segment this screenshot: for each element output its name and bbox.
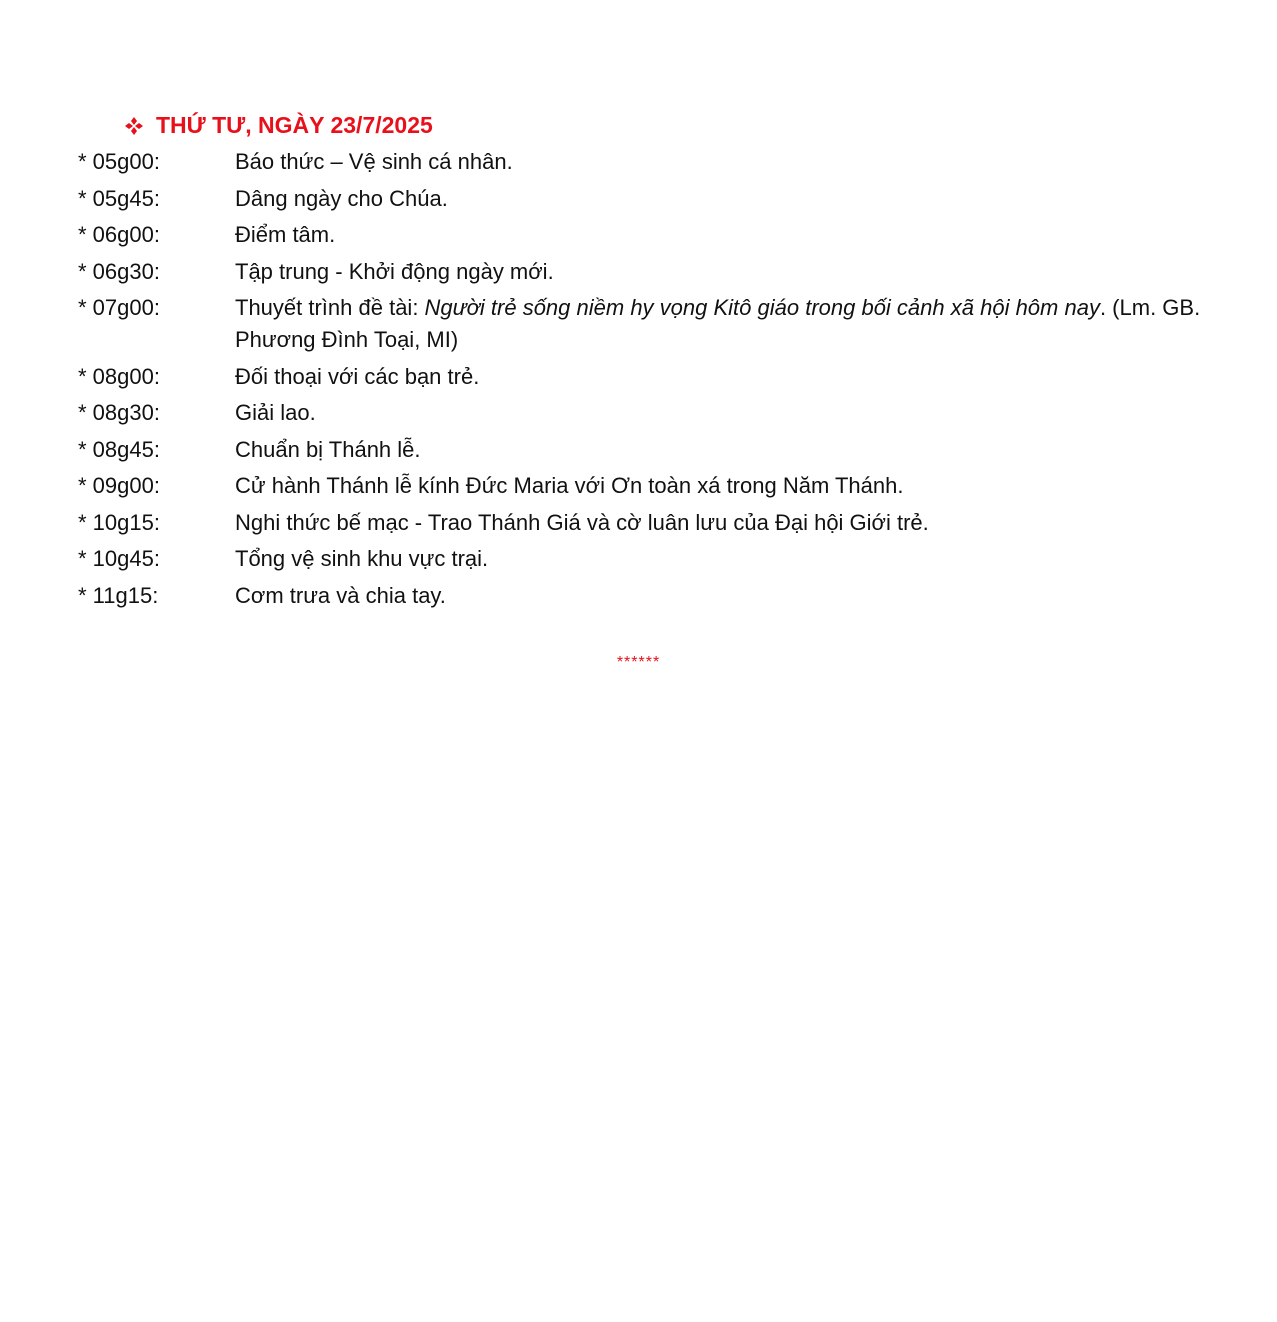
schedule-time: * 08g45: (78, 436, 160, 462)
schedule-time: * 08g30: (78, 400, 160, 425)
four-diamond-bullet-icon (124, 116, 144, 136)
schedule-item (78, 146, 1208, 178)
section-separator: ****** (616, 654, 661, 671)
schedule-activity: Giải lao. (235, 400, 316, 425)
schedule-time: * 05g45: (78, 185, 160, 211)
schedule-time: * 10g15: (78, 509, 160, 535)
activity-prefix: Thuyết trình đề tài: (235, 295, 425, 320)
schedule-time: * 05g00: (78, 149, 160, 174)
schedule-activity: Đối thoại với các bạn trẻ. (235, 363, 480, 389)
schedule-item (78, 470, 1208, 502)
schedule-item (78, 543, 1208, 575)
schedule-item (78, 183, 1208, 215)
talk-title: Người trẻ sống niềm hy vọng Kitô giáo trong bối cảnh xã hội hôm nay (424, 295, 1100, 320)
schedule-item (78, 361, 1208, 393)
schedule-activity: Điểm tâm. (235, 222, 336, 247)
schedule-activity: Cơm trưa và chia tay. (235, 582, 446, 608)
day-heading-text: THỨ TƯ, NGÀY 23/7/2025 (156, 112, 433, 138)
schedule-item (78, 507, 1208, 539)
schedule-time: * 06g30: (78, 258, 160, 284)
schedule-time: * 11g15: (78, 582, 159, 608)
schedule-activity: Tổng vệ sinh khu vực trại. (235, 546, 489, 571)
schedule-activity: Cử hành Thánh lễ kính Đức Maria với Ơn toàn xá trong Năm Thánh. (235, 473, 904, 498)
schedule-time: * 08g00: (78, 363, 160, 389)
activity-suffix: . (Lm. GB. Phương Đình Toại, MI) (235, 295, 1201, 352)
schedule-item (78, 256, 1208, 288)
schedule-time: * 07g00: (78, 295, 160, 320)
schedule-item (78, 292, 1208, 356)
day-heading (124, 112, 433, 139)
schedule-time: * 09g00: (78, 473, 160, 498)
schedule-activity: Nghi thức bế mạc - Trao Thánh Giá và cờ luân lưu của Đại hội Giới trẻ. (235, 509, 929, 535)
schedule-activity: Dâng ngày cho Chúa. (235, 185, 448, 211)
schedule-item (78, 434, 1208, 466)
schedule-activity: Chuẩn bị Thánh lễ. (235, 436, 421, 462)
schedule-activity (235, 292, 1208, 356)
schedule-item (78, 397, 1208, 429)
schedule-activity: Tập trung - Khởi động ngày mới. (235, 258, 554, 284)
schedule-list (78, 146, 1208, 616)
schedule-time: * 10g45: (78, 546, 160, 571)
schedule-activity: Báo thức – Vệ sinh cá nhân. (235, 149, 513, 174)
schedule-item (78, 219, 1208, 251)
schedule-item (78, 580, 1208, 612)
schedule-time: * 06g00: (78, 222, 160, 247)
